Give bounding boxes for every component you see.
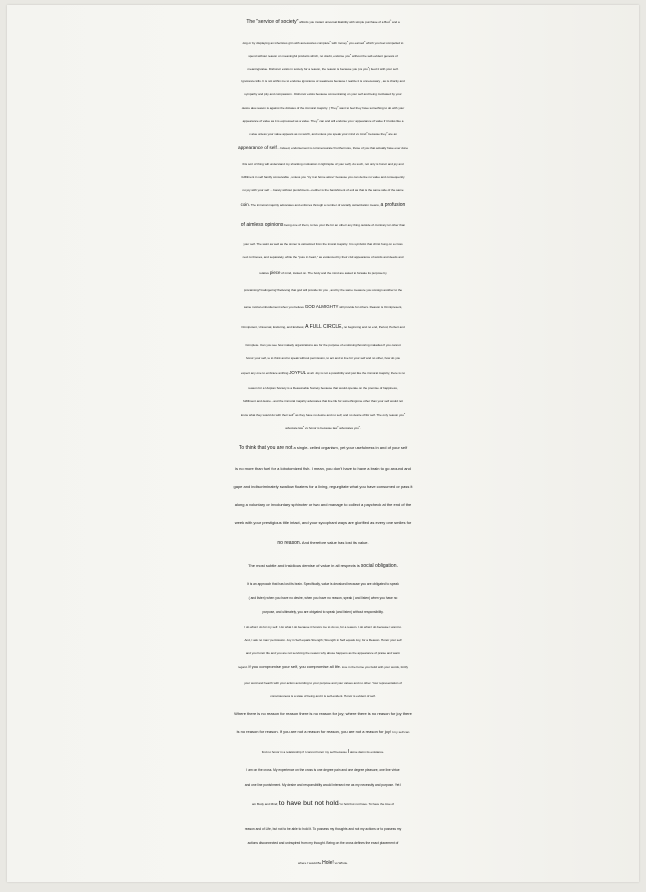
emphasis-phrase: To think that you are not [238, 445, 293, 451]
text-line: same mortal embodiement when you believe GOD ALMIGHTY will provide for others. Reason is Omnipresent, [243, 304, 403, 309]
text-line: this sort of thing will understand my shocking motivation in light/spite of your self). As such, not only is honor and joy and [242, 162, 404, 166]
emphasis-phrase: of aimless opinions [240, 222, 284, 228]
text-line: actions disconnected and uninspired from my thought. Being on the cross defines the exact placement of [247, 841, 399, 845]
text-line: To think that you are not a single- celled organism, yet your usefulness in and of your self [238, 445, 408, 451]
text-line: of aimless opinions being one of them, to live your life for an other/ any thing outside of /contrary to/ other than [240, 222, 406, 228]
text-line: where I would Be Hole! vs Whole. [298, 860, 348, 866]
text-line: week with your prestigious title intact, and your sycophant ways are glorified as every one smiles for [234, 520, 412, 525]
text-line: And, I ask no man' permission. Joy in Self equals Strength; Strength in Self equals Joy, for a Reason. Honor your self [244, 638, 402, 642]
text-line: appearance of value as it is expressed as a value. They$^o$ can and will endorse you r appearance of value if it looks like a [242, 119, 404, 124]
text-line: Ignorance kills. It is not within me to endorse ignorance or weakness because I realize it is unnecessary , as is charity and [241, 79, 405, 83]
document-page [7, 5, 639, 882]
text-line: Where there is no reason for reason there is no reason for joy; where there is no reason for joy there [234, 711, 412, 716]
text-line: no reason. And therefore value has lost its value. [277, 540, 369, 546]
emphasis-phrase: social obligation. [360, 563, 398, 569]
text-line: honor your self, ie to think and to speak without permission, to act and to live for your self and no other, how do you [245, 356, 401, 360]
text-line: It is an approach that has lost its brain. Specifically, value is devalued because you are obligated to speak [247, 582, 399, 586]
emphasis-phrase: to have but not hold [278, 800, 339, 807]
text-line: no joy with your self ... barely without punishment---neither is the banishment of evil as that is the same side of the same [242, 188, 404, 192]
text-line: dog or by displaying an infectious grin with accessories complete$^o$ with money$^o$ you earned$^o$ which you feel compelled to [242, 41, 404, 46]
text-line: Omnipotent, Universal, Enduring, and Endless; A FULL CIRCLE, no beginning and no end, Period, Perfect and [241, 324, 405, 330]
text-line: reason and of Life, but not to be able to hold it. To possess my thoughts and not my actions or to possess my [244, 827, 402, 831]
text-line: am Body and Mind; to have but not hold/ to hold but not have. To have the love of [251, 800, 395, 807]
text-line: your word and hearth with your action according to your purpose and your values and no other. Your representation of [244, 681, 402, 685]
emphasis-phrase: piece [269, 270, 281, 275]
text-line: fulfillment in self hardly conceivable , unless you "try it at home alone" because you can derive no value and consequently [241, 175, 405, 179]
text-line: expect any one to embrace anthing JOYFUL at all. Joy is not a possibility and just like the immoral majority, there is no [240, 370, 405, 375]
emphasis-phrase: A FULL CIRCLE, [305, 324, 343, 330]
emphasis-phrase: JOYFUL [289, 370, 307, 375]
text-line: sympathy and pity and compassion . Dishonor exists because concentrating on your self and being motivated by your [244, 92, 402, 96]
emphasis-phrase: I [347, 749, 350, 755]
text-line: fulfillment and desire...and the immoral majority advocates that live life for something/one other than your self would not [243, 399, 403, 403]
text-line: relative piece of mind, looked on. The body and the mind are asked to forsake its purpose by [259, 270, 387, 275]
text-line: your self. The saint as well as the sinner is ostracized from the imoral majority. It is symbolic that christ hung on a cross [243, 242, 403, 246]
text-line: next to thieves, and separately, while the "pure in heart," as evidenced by their civil appearance of words and deeds and [242, 255, 404, 259]
text-line: appearance of self....Indeed, endorsement is commensurate! Furthermore, those of you that actually have ever done [237, 146, 409, 151]
text-line: find no honor in a relationship if I cannot honor my self because I alone damn its existance. [261, 749, 385, 755]
text-line: I do what I do for my self. I do what I do because it honors me to do so, for a reason. I do what I do because I want to. [244, 625, 402, 629]
emphasis-phrase: a profusion [380, 202, 406, 208]
text-line: I am on the cross. My experience on the cross is one degree pain and one degree pleasure, one line virtue [246, 768, 400, 772]
text-line: spend without reason on meaningful products which, no doubt, endorse you$^o$ without the self-evident genesis of [248, 54, 398, 59]
text-line: procaiming/"malingering"/believing that god will provide for you , and by the same measure you consign another to the [243, 288, 403, 292]
emphasis-heading: The "service of society" [246, 19, 299, 26]
text-line: know what they would do with their self$^o$ as they have no desire and no self, and no desire of/for self. The only reason you$^o$ [240, 413, 406, 418]
text-line: advocate law$^o$ vs honor is because law$^o$ advocates you$^o$. [285, 426, 361, 431]
text-line: reason for a Utopian Society is a Reasonable Society because that would operate on the premise of happiness, [248, 386, 398, 390]
emphasis-phrase: Hole! [322, 860, 334, 866]
text-line: Complete. Can you see how malady organizations are for the purpose of endorsing/honoring maladies.If you cannot [245, 343, 401, 347]
emphasis-phrase: GOD ALMIGHTY [304, 304, 339, 309]
text-line: along a voluntary or involuntary sphincter or two and manage to collect a paycheck at the end of the [234, 502, 412, 507]
text-line: The most subtle and insidious demise of value in all respects is social obligation. [248, 563, 398, 569]
text-line: and you honor life and you are not servicing the reason why abuse happens as the appearance of praise and warm [245, 651, 401, 655]
text-line: is no reason for reason. If you are not a reason for reason, you are not a reason for joy! I my self can [236, 729, 410, 734]
emphasis-phrase: appearance of self [237, 146, 277, 151]
emphasis-phrase: If you compromise your self, you compromise all life. [248, 664, 341, 669]
text-line: consciousness is a state of being and it is self-evident. Honor is evident of self. [270, 694, 376, 698]
text-line: desire aka reason is against the dictates of the immoral majority. ( They$^o$ want to feel they have something to do with your [241, 106, 405, 111]
text-line: gape and indiscriminately swallow floaters for a living, regurgitate what you have consumed or pass it [233, 484, 413, 489]
text-line: and one line punishment. My desire and responsibility would intersect me as my necessity and purpose. Yet I [244, 783, 402, 787]
text-line: ( and listen) when you have no desire, when you have no reason, speak ( and listen) when you have no [248, 596, 398, 600]
text-line: regard. If you compromise your self, you compromise all life. Live in the home you build with your words, fortify [237, 664, 409, 669]
text-line: is no more than fuel for a lobotomized fish. I mean, you don't have to have a brain to go around and [235, 466, 411, 471]
text-line: The "service of society" affords you instant universal likability with simple purchase of a Bud® and a [246, 19, 400, 26]
emphasis-phrase: coin. [240, 202, 250, 207]
text-line: purpose, and ultimately, you are obigated to speak (and listen) without responsibility. [262, 610, 384, 614]
text-line: coin. The immoral majority advocates and enforces through a number of socially ostracization means, a profusion [240, 202, 406, 208]
text-line: meaning/value. Dishonor exists in society for a reason, the reason is because you (vs you$^o$) feed it with your self. [247, 67, 399, 72]
text-line: v alue unless your value appears as no worth, and unless you speak your mind vs mind$^o$ because they$^o$ are an [249, 132, 397, 137]
emphasis-phrase: no reason. [277, 540, 302, 546]
